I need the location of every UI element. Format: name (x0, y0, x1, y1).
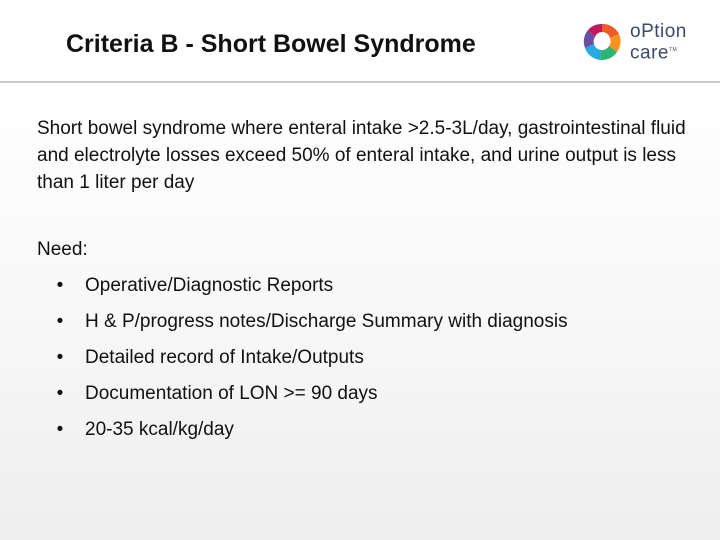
bullet-icon: • (56, 419, 64, 440)
list-item-text: H & P/progress notes/Discharge Summary with diagnosis (85, 311, 568, 332)
list-item-text: Detailed record of Intake/Outputs (85, 347, 364, 368)
list-item (37, 379, 677, 415)
option-care-logo (580, 20, 700, 66)
list-item-text: Operative/Diagnostic Reports (85, 275, 334, 296)
list-item (37, 307, 677, 343)
list-item (37, 343, 677, 379)
option-care-logo-mark-icon (580, 20, 624, 64)
logo-swirl-icon (584, 24, 621, 60)
bullet-icon: • (56, 383, 64, 404)
bullet-icon: • (56, 275, 64, 296)
list-item (37, 271, 677, 307)
option-care-logo-wordmark (630, 22, 696, 62)
requirements-list (37, 271, 677, 451)
bullet-icon: • (56, 347, 64, 368)
criteria-description: Short bowel syndrome where enteral intake >2.5-3L/day, gastrointestinal fluid and electrolyte losses exceed 50% of enteral intake, and urine output is less than 1 liter per day (37, 118, 686, 193)
bullet-icon: • (56, 311, 64, 332)
list-item-text: Documentation of LON >= 90 days (85, 383, 378, 404)
logo-word-line1: oPtion (630, 21, 687, 42)
list-item-text: 20-35 kcal/kg/day (85, 419, 234, 440)
logo-word-care: care (630, 42, 669, 64)
logo-trademark: TM (668, 47, 678, 53)
need-label: Need: (37, 239, 88, 260)
slide-header (0, 0, 720, 82)
slide-content (0, 83, 720, 540)
logo-word-line2 (630, 41, 696, 62)
list-item (37, 415, 677, 451)
slide-title: Criteria B - Short Bowel Syndrome (66, 30, 476, 58)
